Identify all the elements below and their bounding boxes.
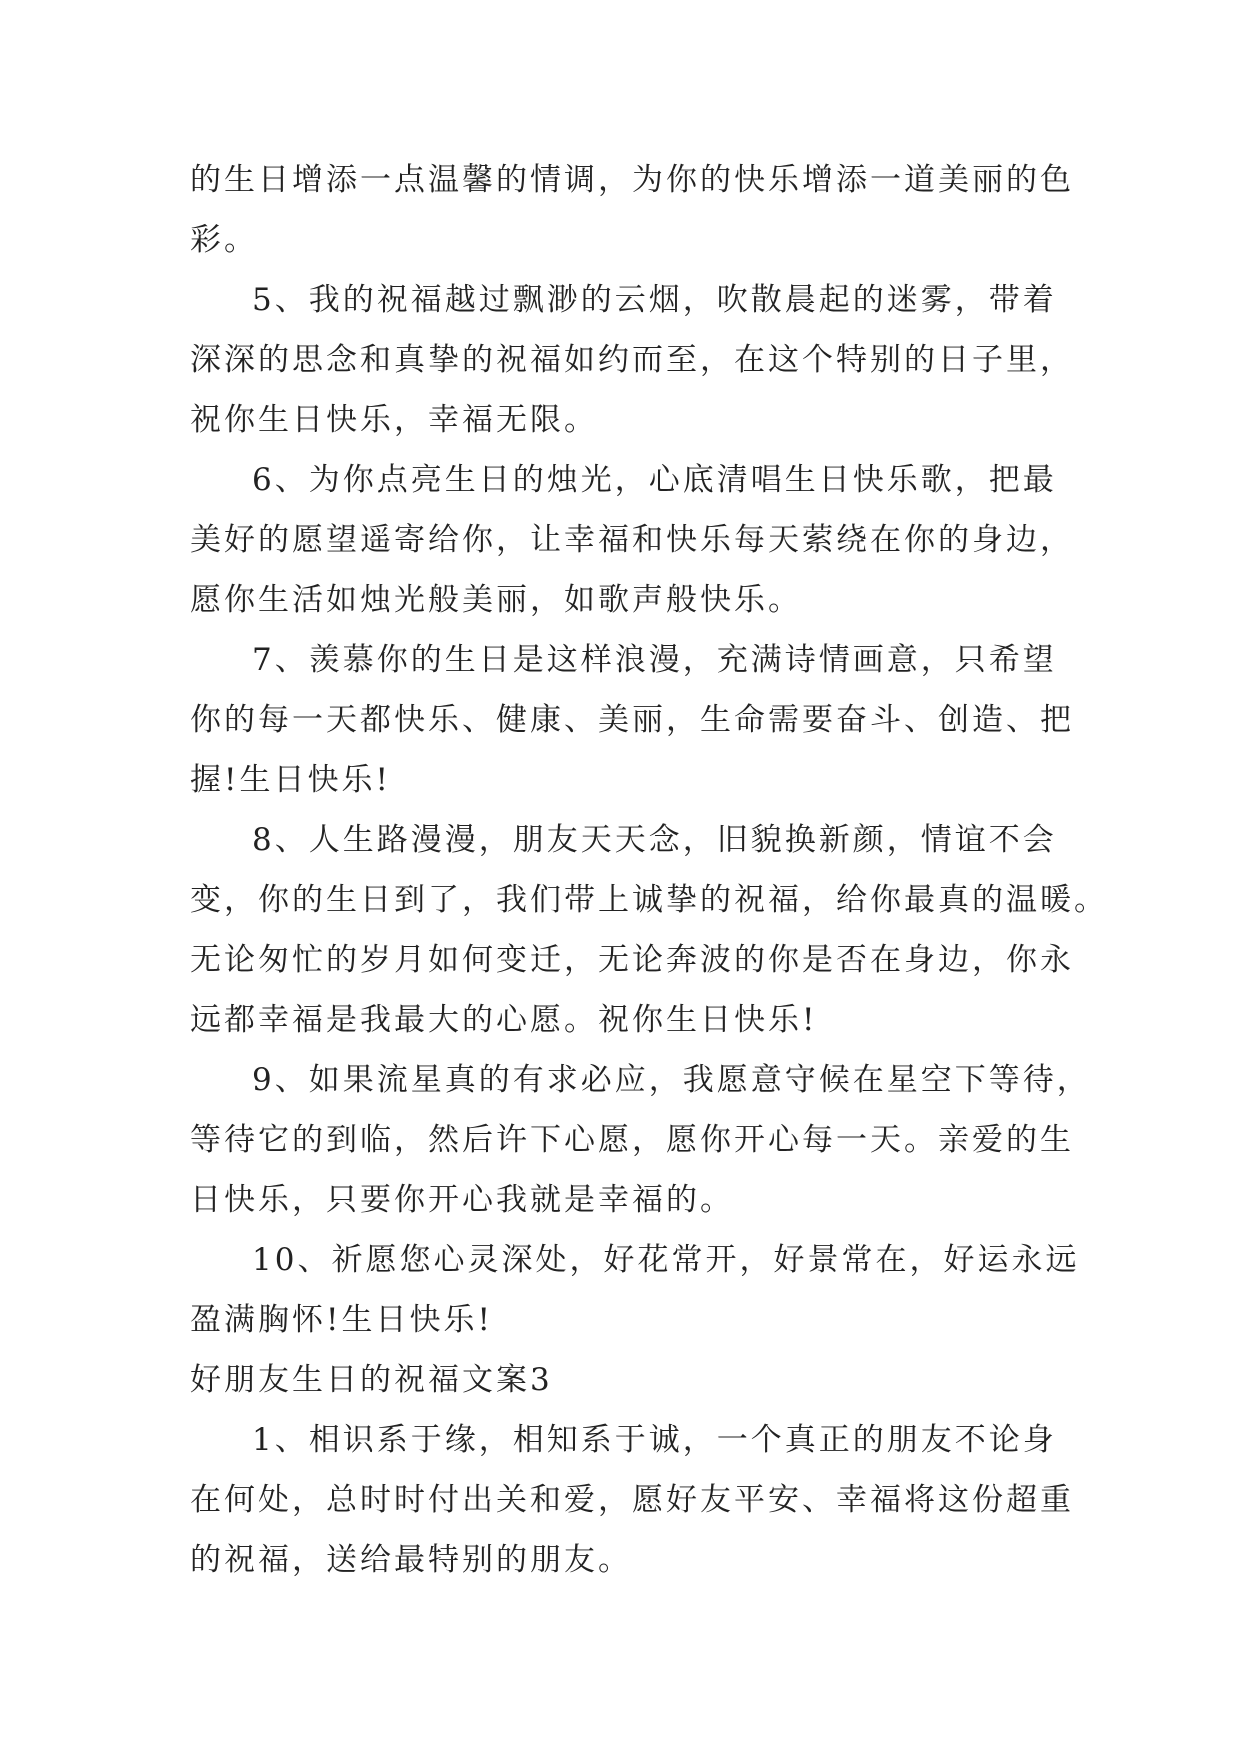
section-title: 好朋友生日的祝福文案3 bbox=[190, 1362, 553, 1398]
text-line: 深深的思念和真挚的祝福如约而至，在这个特别的日子里， bbox=[190, 342, 1074, 378]
text-line: 等待它的到临，然后许下心愿，愿你开心每一天。亲爱的生 bbox=[190, 1122, 1074, 1158]
text-line: 握!生日快乐! bbox=[190, 762, 391, 798]
text-line: 6、为你点亮生日的烛光，心底清唱生日快乐歌，把最 bbox=[252, 462, 1057, 498]
text-line: 9、如果流星真的有求必应，我愿意守候在星空下等待， bbox=[252, 1062, 1091, 1098]
text-line: 1、相识系于缘，相知系于诚，一个真正的朋友不论身 bbox=[252, 1422, 1057, 1458]
text-line: 7、羡慕你的生日是这样浪漫，充满诗情画意，只希望 bbox=[252, 642, 1057, 678]
text-line: 日快乐，只要你开心我就是幸福的。 bbox=[190, 1182, 734, 1218]
text-line: 无论匆忙的岁月如何变迁，无论奔波的你是否在身边，你永 bbox=[190, 942, 1074, 978]
text-line: 的生日增添一点温馨的情调，为你的快乐增添一道美丽的色 bbox=[190, 162, 1074, 198]
text-line: 盈满胸怀!生日快乐! bbox=[190, 1302, 493, 1338]
text-line: 美好的愿望遥寄给你，让幸福和快乐每天萦绕在你的身边， bbox=[190, 522, 1074, 558]
text-line: 彩。 bbox=[190, 222, 258, 258]
text-line: 愿你生活如烛光般美丽，如歌声般快乐。 bbox=[190, 582, 802, 618]
text-line: 的祝福，送给最特别的朋友。 bbox=[190, 1542, 632, 1578]
text-line: 10、祈愿您心灵深处，好花常开，好景常在，好运永远 bbox=[252, 1242, 1080, 1278]
text-line: 远都幸福是我最大的心愿。祝你生日快乐! bbox=[190, 1002, 818, 1038]
text-line: 变，你的生日到了，我们带上诚挚的祝福，给你最真的温暖。 bbox=[190, 882, 1108, 918]
text-line: 祝你生日快乐，幸福无限。 bbox=[190, 402, 598, 438]
text-line: 你的每一天都快乐、健康、美丽，生命需要奋斗、创造、把 bbox=[190, 702, 1074, 738]
text-line: 5、我的祝福越过飘渺的云烟，吹散晨起的迷雾，带着 bbox=[252, 282, 1057, 318]
text-line: 8、人生路漫漫，朋友天天念，旧貌换新颜，情谊不会 bbox=[252, 822, 1057, 858]
text-line: 在何处，总时时付出关和爱，愿好友平安、幸福将这份超重 bbox=[190, 1482, 1074, 1518]
